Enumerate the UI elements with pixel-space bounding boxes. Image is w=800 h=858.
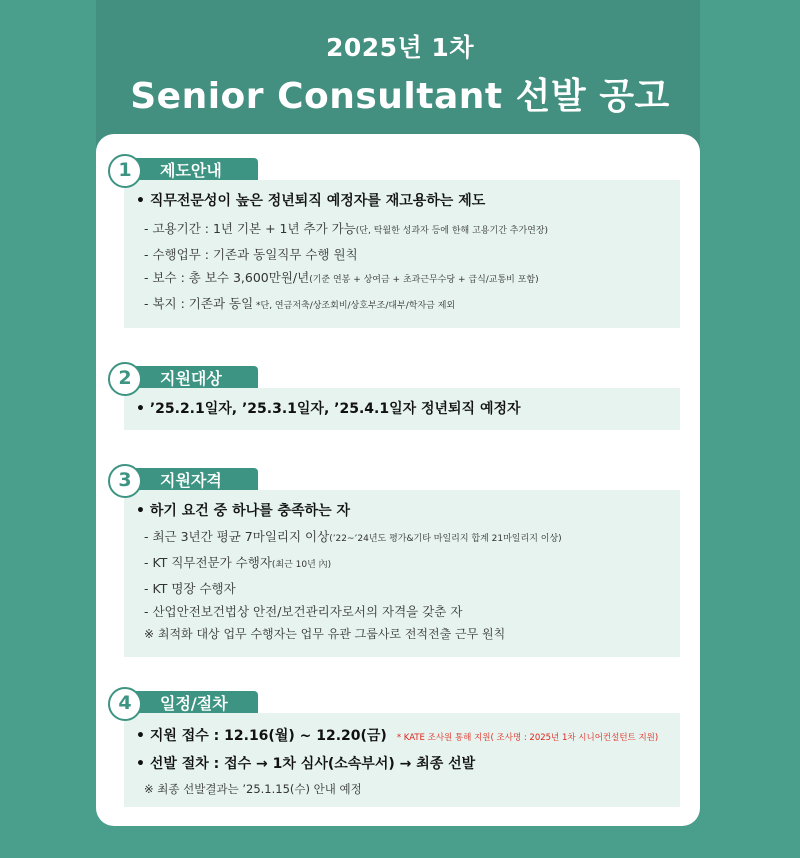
section-number-badge: 1 <box>108 154 142 188</box>
application-method-note: * KATE 조사원 통해 지원( 조사명 : 2025년 1차 시니어컨설턴트 지원) <box>396 733 659 743</box>
main-bullet: • ’25.2.1일자, ’25.3.1일자, ’25.4.1일자 정년퇴직 예정자 <box>136 401 521 417</box>
list-item <box>136 577 680 600</box>
section-body <box>124 713 680 807</box>
item-text: - 수행업무 : 기존과 동일직무 수행 원칙 <box>144 247 358 262</box>
item-text: - 고용기간 : 1년 기본 + 1년 추가 가능 <box>144 221 356 236</box>
list-item <box>136 266 680 292</box>
list-item <box>136 551 680 577</box>
list-item <box>136 243 680 266</box>
main-bullet: • 하기 요건 중 하나를 충족하는 자 <box>136 503 351 519</box>
item-text: - 최근 3년간 평균 7마일리지 이상 <box>144 529 330 544</box>
item-footnote: (단, 탁월한 성과자 등에 한해 고용기간 추가연장) <box>355 226 549 236</box>
application-period: • 지원 접수 : 12.16(월) ~ 12.20(금) <box>136 728 387 744</box>
notice-title: Senior Consultant 선발 공고 <box>130 76 670 117</box>
item-text: - 복지 : 기존과 동일 <box>144 296 254 311</box>
notice-card <box>96 134 700 826</box>
section-body <box>124 490 680 657</box>
section-label: 제도안내 <box>130 158 258 184</box>
main-bullet: • 직무전문성이 높은 정년퇴직 예정자를 재고용하는 제도 <box>136 193 486 209</box>
section-number-badge: 2 <box>108 362 142 396</box>
notice-subtitle: 2025년 1차 <box>326 33 474 62</box>
selection-procedure: • 선발 절차 : 접수 → 1차 심사(소속부서) → 최종 선발 <box>136 756 476 772</box>
item-footnote: (’22~’24년도 평가&기타 마일리지 합계 21마일리지 이상) <box>329 534 562 544</box>
result-announcement-note: ※ 최종 선발결과는 ’25.1.15(수) 안내 예정 <box>144 782 362 796</box>
list-item <box>136 292 680 318</box>
item-footnote: (기준 연봉 + 상여금 + 초과근무수당 + 급식/교통비 포함) <box>309 275 539 285</box>
item-text: - 보수 : 총 보수 3,600만원/년 <box>144 270 310 285</box>
section-number-badge: 3 <box>108 464 142 498</box>
list-item <box>136 525 680 551</box>
item-text: - 산업안전보건법상 안전/보건관리자로서의 자격을 갖춘 자 <box>144 604 463 619</box>
item-footnote: (최근 10년 內) <box>271 560 332 570</box>
section-body <box>124 388 680 430</box>
list-item <box>136 600 680 623</box>
section-label: 일정/절차 <box>130 691 258 717</box>
schedule-line <box>136 723 680 750</box>
section-label: 지원대상 <box>130 366 258 392</box>
section-number-badge: 4 <box>108 687 142 721</box>
item-text: - KT 명장 수행자 <box>144 581 236 596</box>
list-item <box>136 217 680 243</box>
section-label: 지원자격 <box>130 468 258 494</box>
section-body <box>124 180 680 328</box>
section-note: ※ 최적화 대상 업무 수행자는 업무 유관 그룹사로 전적전출 근무 원칙 <box>144 627 506 641</box>
item-text: - KT 직무전문가 수행자 <box>144 555 272 570</box>
item-footnote: *단, 연금저축/상조회비/상호부조/대부/학자금 제외 <box>253 301 456 311</box>
